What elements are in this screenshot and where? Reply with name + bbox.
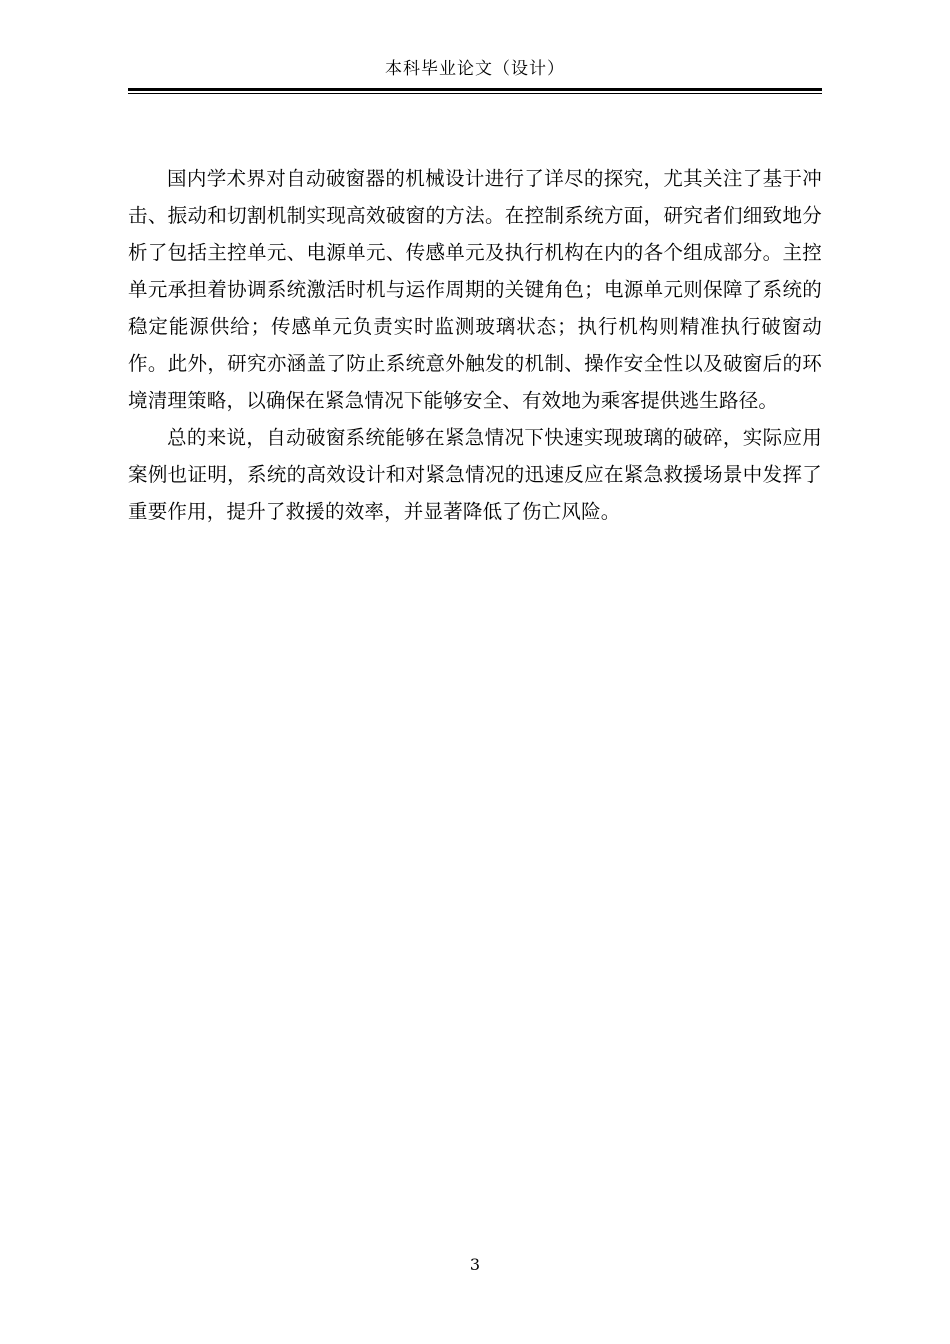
header-rule-thin (128, 93, 822, 94)
document-body (128, 160, 822, 530)
page-header (128, 58, 822, 82)
body-paragraph-1: 国内学术界对自动破窗器的机械设计进行了详尽的探究，尤其关注了基于冲击、振动和切割机制实现高效破窗的方法。在控制系统方面，研究者们细致地分析了包括主控单元、电源单元、传感单元及执行机构在内的各个组成部分。主控单元承担着协调系统激活时机与运作周期的关键角色；电源单元则保障了系统的稳定能源供给；传感单元负责实时监测玻璃状态；执行机构则精准执行破窗动作。此外，研究亦涵盖了防止系统意外触发的机制、操作安全性以及破窗后的环境清理策略，以确保在紧急情况下能够安全、有效地为乘客提供逃生路径。 (128, 167, 822, 412)
header-rule-thick (128, 88, 822, 91)
page-number: 3 (469, 1255, 481, 1274)
header-title: 本科毕业论文（设计） (385, 59, 565, 79)
page-footer (128, 1255, 822, 1274)
body-paragraph-2: 总的来说，自动破窗系统能够在紧急情况下快速实现玻璃的破碎，实际应用案例也证明，系统的高效设计和对紧急情况的迅速反应在紧急救援场景中发挥了重要作用，提升了救援的效率，并显著降低了伤亡风险。 (128, 426, 822, 523)
